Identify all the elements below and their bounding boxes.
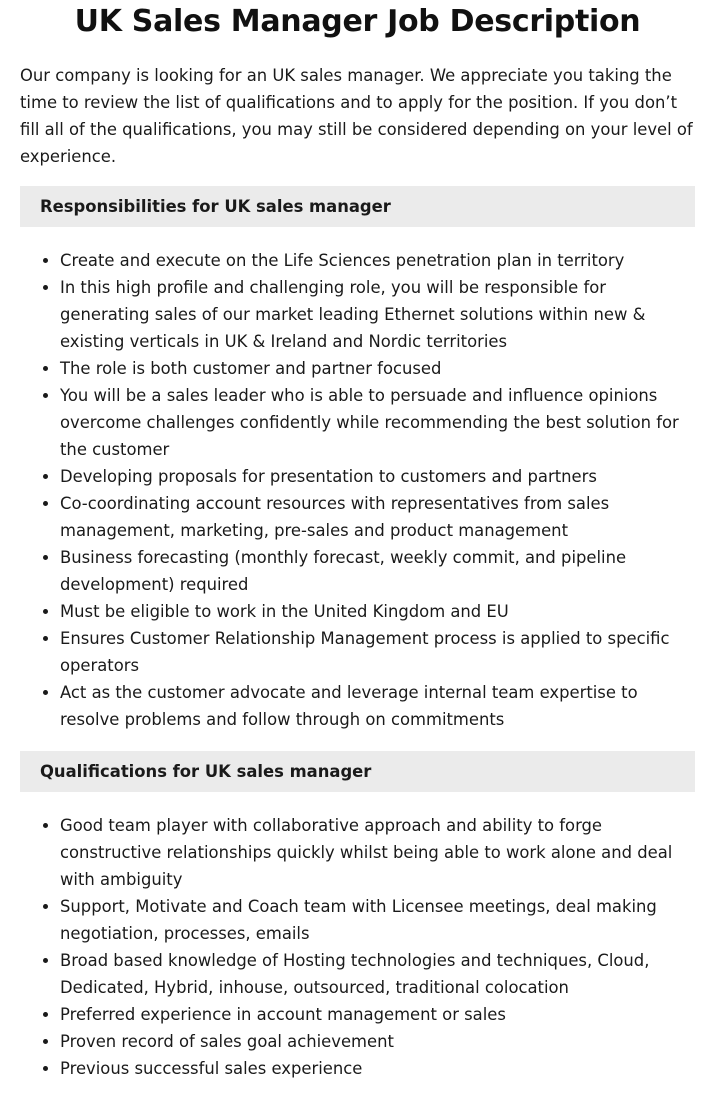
qualifications-heading: Qualifications for UK sales manager bbox=[20, 751, 695, 792]
list-item: • Good team player with collaborative approach and ability to forge constructive relationships quickly whilst being able to work alone and deal with ambiguity bbox=[60, 812, 695, 893]
list-item: • Business forecasting (monthly forecast, weekly commit, and pipeline development) required bbox=[60, 544, 695, 598]
list-item: • Ensures Customer Relationship Management process is applied to specific operators bbox=[60, 625, 695, 679]
list-item: • Preferred experience in account management or sales bbox=[60, 1001, 695, 1028]
responsibilities-list bbox=[20, 247, 695, 733]
list-item: • Act as the customer advocate and leverage internal team expertise to resolve problems and follow through on commitments bbox=[60, 679, 695, 733]
list-item: • Proven record of sales goal achievement bbox=[60, 1028, 695, 1055]
list-item: • Must be eligible to work in the United Kingdom and EU bbox=[60, 598, 695, 625]
intro-paragraph: Our company is looking for an UK sales manager. We appreciate you taking the time to review the list of qualifications and to apply for the position. If you don’t fill all of the qualifications, you may still be considered depending on your level of experience. bbox=[20, 66, 693, 166]
list-item: • In this high profile and challenging role, you will be responsible for generating sales of our market leading Ethernet solutions within new & existing verticals in UK & Ireland and Nordic territories bbox=[60, 274, 695, 355]
list-item: • You will be a sales leader who is able to persuade and influence opinions overcome challenges confidently while recommending the best solution for the customer bbox=[60, 382, 695, 463]
list-item: • Support, Motivate and Coach team with Licensee meetings, deal making negotiation, processes, emails bbox=[60, 893, 695, 947]
list-item: • Co-coordinating account resources with representatives from sales management, marketing, pre-sales and product management bbox=[60, 490, 695, 544]
list-item: • The role is both customer and partner focused bbox=[60, 355, 695, 382]
list-item: • Broad based knowledge of Hosting technologies and techniques, Cloud, Dedicated, Hybrid, inhouse, outsourced, traditional colocation bbox=[60, 947, 695, 1001]
list-item: • Create and execute on the Life Sciences penetration plan in territory bbox=[60, 247, 695, 274]
page-title: UK Sales Manager Job Description bbox=[74, 4, 641, 39]
qualifications-list bbox=[20, 812, 695, 1082]
responsibilities-heading: Responsibilities for UK sales manager bbox=[20, 186, 695, 227]
list-item: • Developing proposals for presentation to customers and partners bbox=[60, 463, 695, 490]
list-item: • Previous successful sales experience bbox=[60, 1055, 695, 1082]
